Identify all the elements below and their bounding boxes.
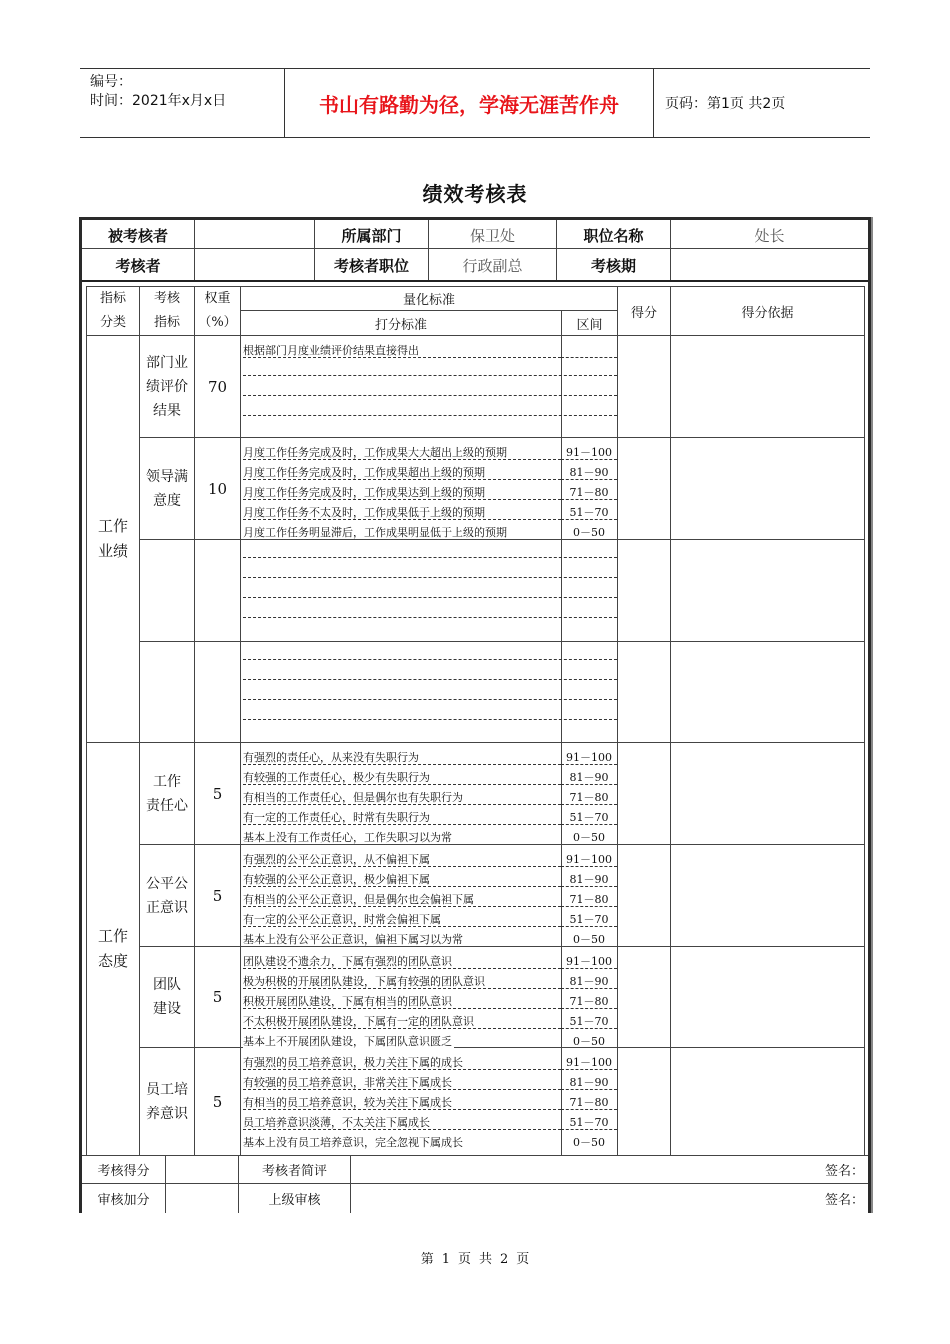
criteria-text: 有相当的工作责任心，但是偶尔也有失职行为	[243, 791, 561, 805]
position-value[interactable]: 处长	[754, 227, 785, 245]
assessee-label: 被考核者	[107, 227, 168, 245]
category-performance-line1: 工作	[97, 517, 128, 535]
weight-responsibility: 5	[212, 784, 223, 803]
header-motto: 书山有路勤为径，学海无涯苦作舟	[284, 69, 654, 137]
category-performance	[87, 336, 139, 742]
criteria-text: 团队建设不遗余力，下属有强烈的团队意识	[243, 955, 561, 969]
category-attitude	[87, 743, 139, 1155]
criteria-range: 71－80	[561, 486, 617, 500]
criteria-row	[243, 746, 617, 766]
criteria-row	[243, 1091, 617, 1111]
criteria-row	[243, 908, 617, 928]
criteria-range: 91－100	[561, 853, 617, 867]
blank-line	[243, 375, 617, 376]
criteria-row	[243, 521, 617, 541]
criteria-range: 51－70	[561, 811, 617, 825]
criteria-range: 91－100	[561, 1056, 617, 1070]
assessor-value[interactable]	[195, 250, 314, 280]
criteria-row	[243, 501, 617, 521]
criteria-row	[243, 970, 617, 990]
blank-line	[243, 597, 617, 598]
assessor-signature-label: 签名：	[824, 1164, 864, 1179]
criteria-range: 51－70	[561, 506, 617, 520]
criteria-range: 81－90	[561, 1076, 617, 1090]
criteria-text: 月度工作任务不太及时，工作成果低于上级的预期	[243, 506, 561, 520]
blank-line	[243, 617, 617, 618]
criteria-range: 71－80	[561, 893, 617, 907]
criteria-range: 71－80	[561, 791, 617, 805]
review-bonus-value[interactable]	[166, 1184, 238, 1213]
weight-team: 5	[212, 988, 223, 1006]
indicator-name-line: 领导满	[146, 468, 188, 485]
criteria-range: 71－80	[561, 1096, 617, 1110]
criteria-row	[243, 766, 617, 786]
criteria-text: 有相当的员工培养意识，较为关注下属成长	[243, 1096, 561, 1110]
criteria-row	[243, 786, 617, 806]
blank-line	[243, 415, 617, 416]
criteria-range: 51－70	[561, 913, 617, 927]
indicator-name-line: 工作	[153, 773, 181, 790]
position-label: 职位名称	[583, 227, 644, 245]
criteria-row	[243, 1131, 617, 1151]
doc-date-label: 时间：2021年x月x日	[90, 93, 227, 109]
criteria-text: 有相当的公平公正意识，但是偶尔也会偏袒下属	[243, 893, 561, 907]
criteria-row	[243, 481, 617, 501]
indicator-dept-eval	[140, 336, 194, 437]
doc-number-label: 编号：	[90, 74, 132, 90]
footer-text: 页	[457, 1252, 471, 1267]
category-attitude-line1: 工作	[97, 927, 128, 945]
criteria-row	[243, 990, 617, 1010]
total-score-label: 考核得分	[97, 1164, 150, 1179]
footer-text: 第	[420, 1252, 434, 1267]
indicator-leader-sat	[140, 438, 194, 539]
col-category-line1: 指标	[99, 291, 126, 306]
footer-page-total: 2	[500, 1252, 509, 1267]
criteria-text: 有较强的工作责任心，极少有失职行为	[243, 771, 561, 785]
criteria-text: 不太积极开展团队建设，下属有一定的团队意识	[243, 1015, 561, 1029]
blank-line	[243, 557, 617, 558]
indicator-name-line: 团队	[153, 977, 181, 993]
footer-text: 页	[516, 1252, 530, 1267]
weight-fairness: 5	[212, 886, 223, 905]
criteria-range: 81－90	[561, 771, 617, 785]
indicator-name-line: 员工培	[146, 1081, 188, 1098]
criteria-row	[243, 848, 617, 868]
col-indicator	[140, 287, 194, 335]
criteria-range: 71－80	[561, 995, 617, 1009]
indicator-name-line: 绩评价	[146, 378, 188, 395]
criteria-row	[243, 868, 617, 888]
indicator-team	[140, 947, 194, 1047]
indicator-name-line: 养意识	[146, 1105, 188, 1122]
col-quant: 量化标准	[402, 293, 455, 308]
criteria-text: 有强烈的员工培养意识，极力关注下属的成长	[243, 1056, 561, 1070]
assessor-position-label: 考核者职位	[333, 256, 409, 275]
criteria-text: 根据部门月度业绩评价结果直接得出	[243, 344, 561, 358]
assessor-comment-label: 考核者简评	[261, 1164, 327, 1179]
criteria-row	[243, 1111, 617, 1131]
col-indicator-line1: 考核	[153, 291, 180, 306]
dept-label: 所属部门	[341, 227, 402, 245]
blank-line	[243, 719, 617, 720]
weight-dept-eval: 70	[207, 377, 228, 396]
criteria-row	[243, 826, 617, 846]
criteria-text: 基本上没有公平公正意识，偏袒下属习以为常	[243, 933, 463, 946]
criteria-row	[243, 461, 617, 481]
criteria-row	[243, 888, 617, 908]
weight-leader-sat: 10	[207, 479, 228, 498]
criteria-range: 0－50	[573, 1035, 605, 1048]
criteria-range: 0－50	[573, 933, 605, 946]
criteria-row	[243, 1010, 617, 1030]
header-page-label: 页码：第1页 共2页	[665, 96, 786, 112]
col-score: 得分	[630, 305, 657, 321]
criteria-text: 有较强的员工培养意识，非常关注下属成长	[243, 1076, 561, 1090]
blank-line	[243, 659, 617, 660]
blank-line	[243, 395, 617, 396]
total-score-value[interactable]	[166, 1156, 238, 1183]
col-basis: 得分依据	[741, 305, 794, 321]
category-performance-line2: 业绩	[97, 542, 128, 560]
criteria-text: 有一定的公平公正意识，时常会偏袒下属	[243, 913, 561, 927]
col-indicator-line2: 指标	[153, 315, 180, 330]
col-category	[87, 287, 139, 335]
superior-signature-label: 签名：	[824, 1193, 864, 1208]
assessor-label: 考核者	[115, 256, 161, 275]
criteria-text: 有一定的工作责任心，时常有失职行为	[243, 811, 561, 825]
criteria-text: 月度工作任务完成及时，工作成果超出上级的预期	[243, 466, 561, 480]
criteria-row	[243, 928, 617, 948]
criteria-range: 51－70	[561, 1015, 617, 1029]
criteria-range: 51－70	[561, 1116, 617, 1130]
criteria-row	[243, 1051, 617, 1071]
weight-training: 5	[212, 1092, 223, 1111]
footer-text: 共	[479, 1252, 493, 1267]
assessor-position-value[interactable]: 行政副总	[462, 256, 523, 275]
criteria-text: 员工培养意识淡薄，不太关注下属成长	[243, 1116, 561, 1130]
col-range: 区间	[576, 317, 603, 333]
criteria-text: 有强烈的责任心，从来没有失职行为	[243, 751, 561, 765]
superior-review-label: 上级审核	[268, 1193, 321, 1208]
col-weight-line2: （%）	[198, 315, 237, 330]
criteria-row	[243, 339, 617, 359]
col-weight-line1: 权重	[204, 291, 231, 306]
criteria-text: 基本上没有工作责任心，工作失职习以为常	[243, 831, 452, 844]
header-meta	[90, 73, 280, 111]
criteria-text: 极为积极的开展团队建设，下属有较强的团队意识	[243, 975, 561, 989]
criteria-text: 积极开展团队建设，下属有相当的团队意识	[243, 995, 561, 1009]
indicator-name-line: 责任心	[146, 797, 188, 814]
page-title: 绩效考核表	[422, 182, 528, 206]
criteria-range: 91－100	[561, 446, 617, 460]
dept-value[interactable]: 保卫处	[469, 227, 515, 245]
criteria-text: 基本上没有员工培养意识，完全忽视下属成长	[243, 1136, 463, 1149]
blank-line	[243, 679, 617, 680]
criteria-range: 81－90	[561, 873, 617, 887]
criteria-row	[243, 950, 617, 970]
criteria-text: 月度工作任务明显滞后，工作成果明显低于上级的预期	[243, 526, 507, 539]
criteria-row	[243, 441, 617, 461]
criteria-text: 月度工作任务完成及时，工作成果达到上级的预期	[243, 486, 561, 500]
indicator-name-line: 建设	[153, 1001, 181, 1017]
blank-line	[243, 699, 617, 700]
page-footer	[0, 1248, 950, 1267]
criteria-range: 0－50	[573, 526, 605, 539]
indicator-name-line: 正意识	[146, 899, 188, 916]
indicator-responsibility	[140, 743, 194, 844]
criteria-range: 81－90	[561, 466, 617, 480]
running-header	[80, 68, 870, 138]
criteria-text: 月度工作任务完成及时，工作成果大大超出上级的预期	[243, 446, 561, 460]
footer-page-number: 1	[441, 1252, 450, 1267]
criteria-row	[243, 806, 617, 826]
assessee-value[interactable]	[195, 222, 314, 249]
indicator-fairness	[140, 845, 194, 946]
period-label: 考核期	[590, 256, 636, 275]
criteria-text: 有较强的公平公正意识，极少偏袒下属	[243, 873, 561, 887]
col-criteria: 打分标准	[374, 317, 427, 333]
category-attitude-line2: 态度	[97, 952, 128, 970]
criteria-text: 有强烈的公平公正意识，从不偏袒下属	[243, 853, 561, 867]
col-weight	[195, 287, 240, 335]
criteria-range: 81－90	[561, 975, 617, 989]
period-value[interactable]	[671, 250, 868, 280]
indicator-name-line: 结果	[153, 402, 181, 419]
criteria-row	[243, 1030, 617, 1050]
criteria-text: 基本上不开展团队建设，下属团队意识匮乏	[243, 1035, 452, 1048]
criteria-range: 91－100	[561, 751, 617, 765]
blank-line	[243, 577, 617, 578]
criteria-row	[243, 1071, 617, 1091]
indicator-training	[140, 1048, 194, 1155]
criteria-range: 0－50	[573, 1136, 605, 1149]
indicator-name-line: 意度	[153, 492, 181, 509]
criteria-range: 0－50	[573, 831, 605, 844]
review-bonus-label: 审核加分	[97, 1193, 150, 1208]
indicator-name-line: 公平公	[146, 875, 188, 892]
criteria-range: 91－100	[561, 955, 617, 969]
col-category-line2: 分类	[99, 315, 126, 330]
indicator-name-line: 部门业	[146, 354, 188, 371]
